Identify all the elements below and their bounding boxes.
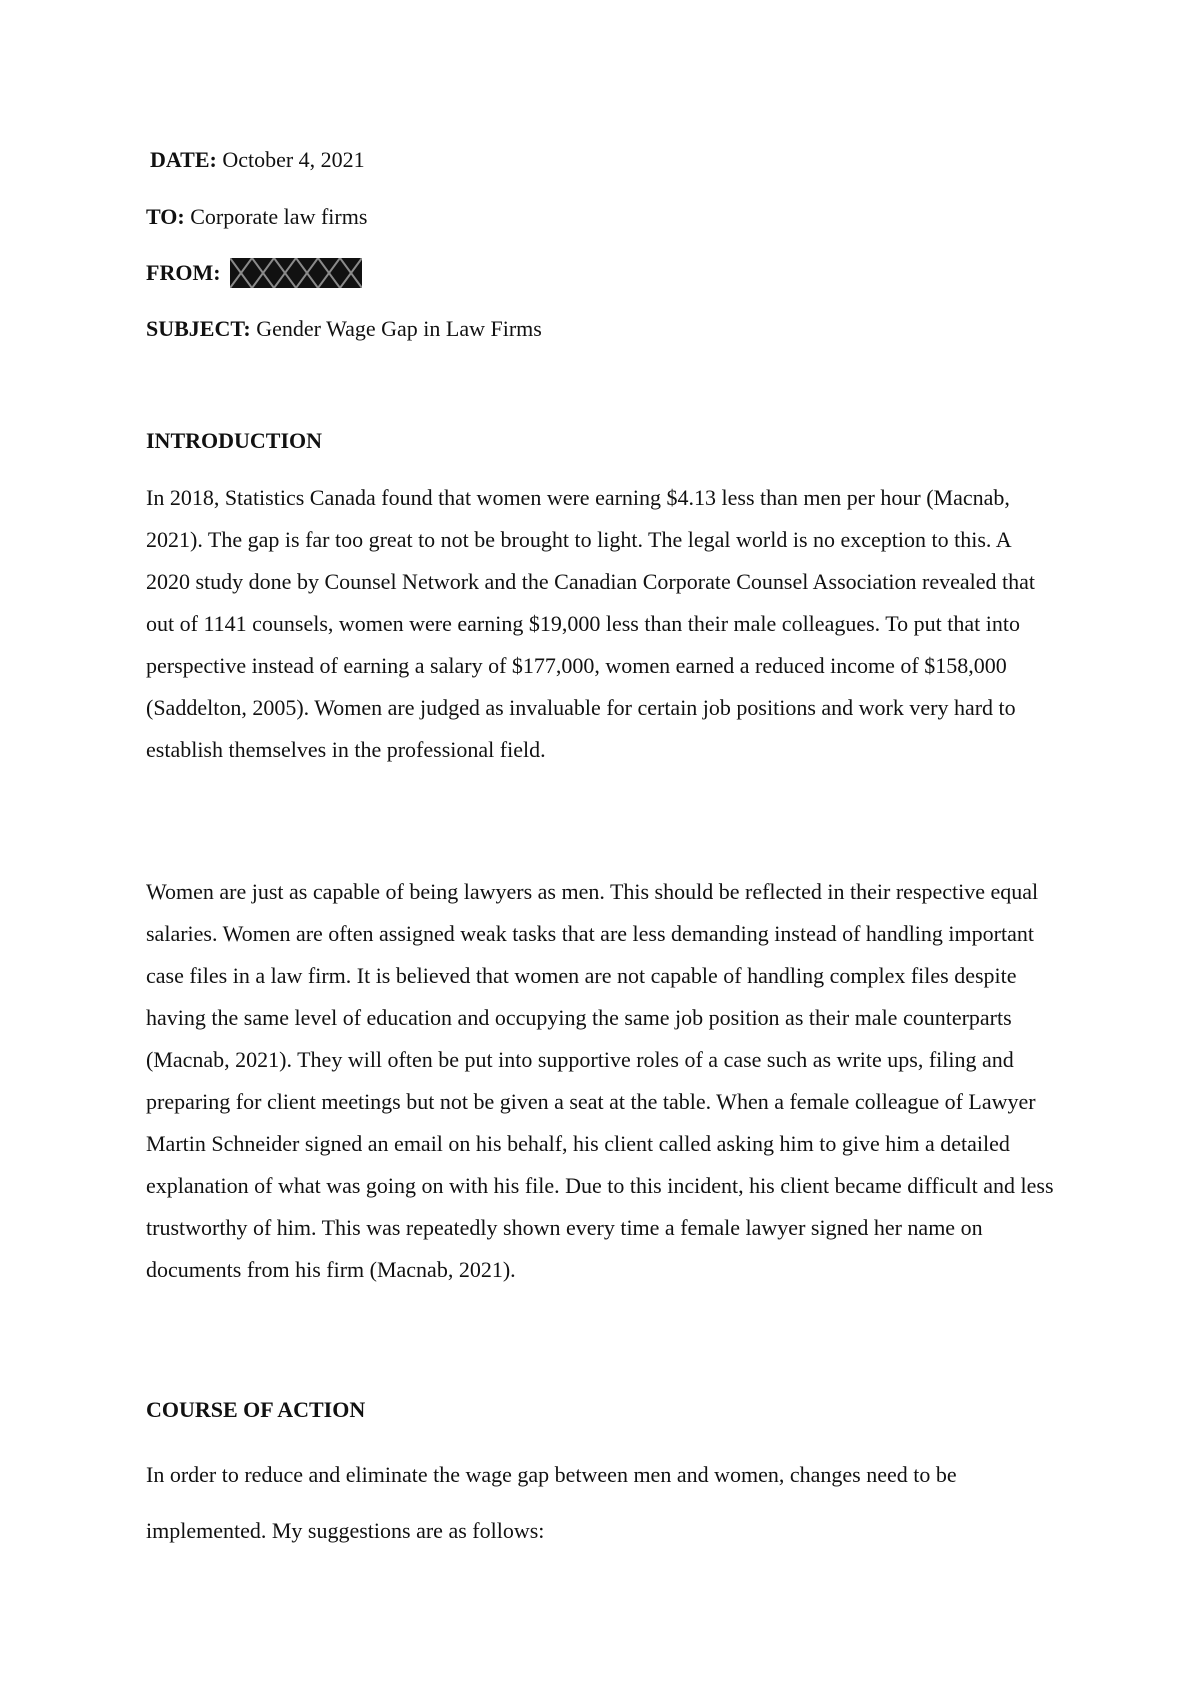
memo-subject-line — [146, 315, 542, 343]
to-value: Corporate law firms — [190, 204, 368, 229]
subject-label: SUBJECT: — [146, 316, 251, 341]
memo-to-line — [146, 203, 367, 231]
course-of-action-paragraph: In order to reduce and eliminate the wage gap between men and women, changes need to be implemented. My suggestions are as follows: — [146, 1462, 957, 1543]
memo-from-line — [146, 259, 362, 288]
introduction-heading: INTRODUCTION — [146, 428, 323, 453]
date-value: October 4, 2021 — [222, 147, 365, 172]
date-label: DATE: — [150, 147, 217, 172]
course-of-action-heading: COURSE OF ACTION — [146, 1397, 366, 1422]
to-label: TO: — [146, 204, 185, 229]
redacted-name-block — [230, 258, 362, 288]
memo-date-line — [150, 146, 365, 174]
subject-value: Gender Wage Gap in Law Firms — [256, 316, 542, 341]
from-label: FROM: — [146, 260, 221, 285]
introduction-paragraph-1: In 2018, Statistics Canada found that women were earning $4.13 less than men per hour (Macnab, 2021). The gap is far too great to not be brought to light. The legal world is no exception to this. A 2020 study done by Counsel Network and the Canadian Corporate Counsel Association revealed that out of 1141 counsels, women were earning $19,000 less than their male colleagues. To put that into perspective instead of earning a salary of $177,000, women earned a reduced income of $158,000 (Saddelton, 2005). Women are judged as invaluable for certain job positions and work very hard to establish themselves in the professional field. — [146, 485, 1035, 762]
introduction-paragraph-2: Women are just as capable of being lawyers as men. This should be reflected in their respective equal salaries. Women are often assigned weak tasks that are less demanding instead of handling important case files in a law firm. It is believed that women are not capable of handling complex files despite having the same level of education and occupying the same job position as their male counterparts (Macnab, 2021). They will often be put into supportive roles of a case such as write ups, filing and preparing for client meetings but not be given a seat at the table. When a female colleague of Lawyer Martin Schneider signed an email on his behalf, his client called asking him to give him a detailed explanation of what was going on with his file. Due to this incident, his client became difficult and less trustworthy of him. This was repeatedly shown every time a female lawyer signed her name on documents from his firm (Macnab, 2021). — [146, 879, 1054, 1282]
